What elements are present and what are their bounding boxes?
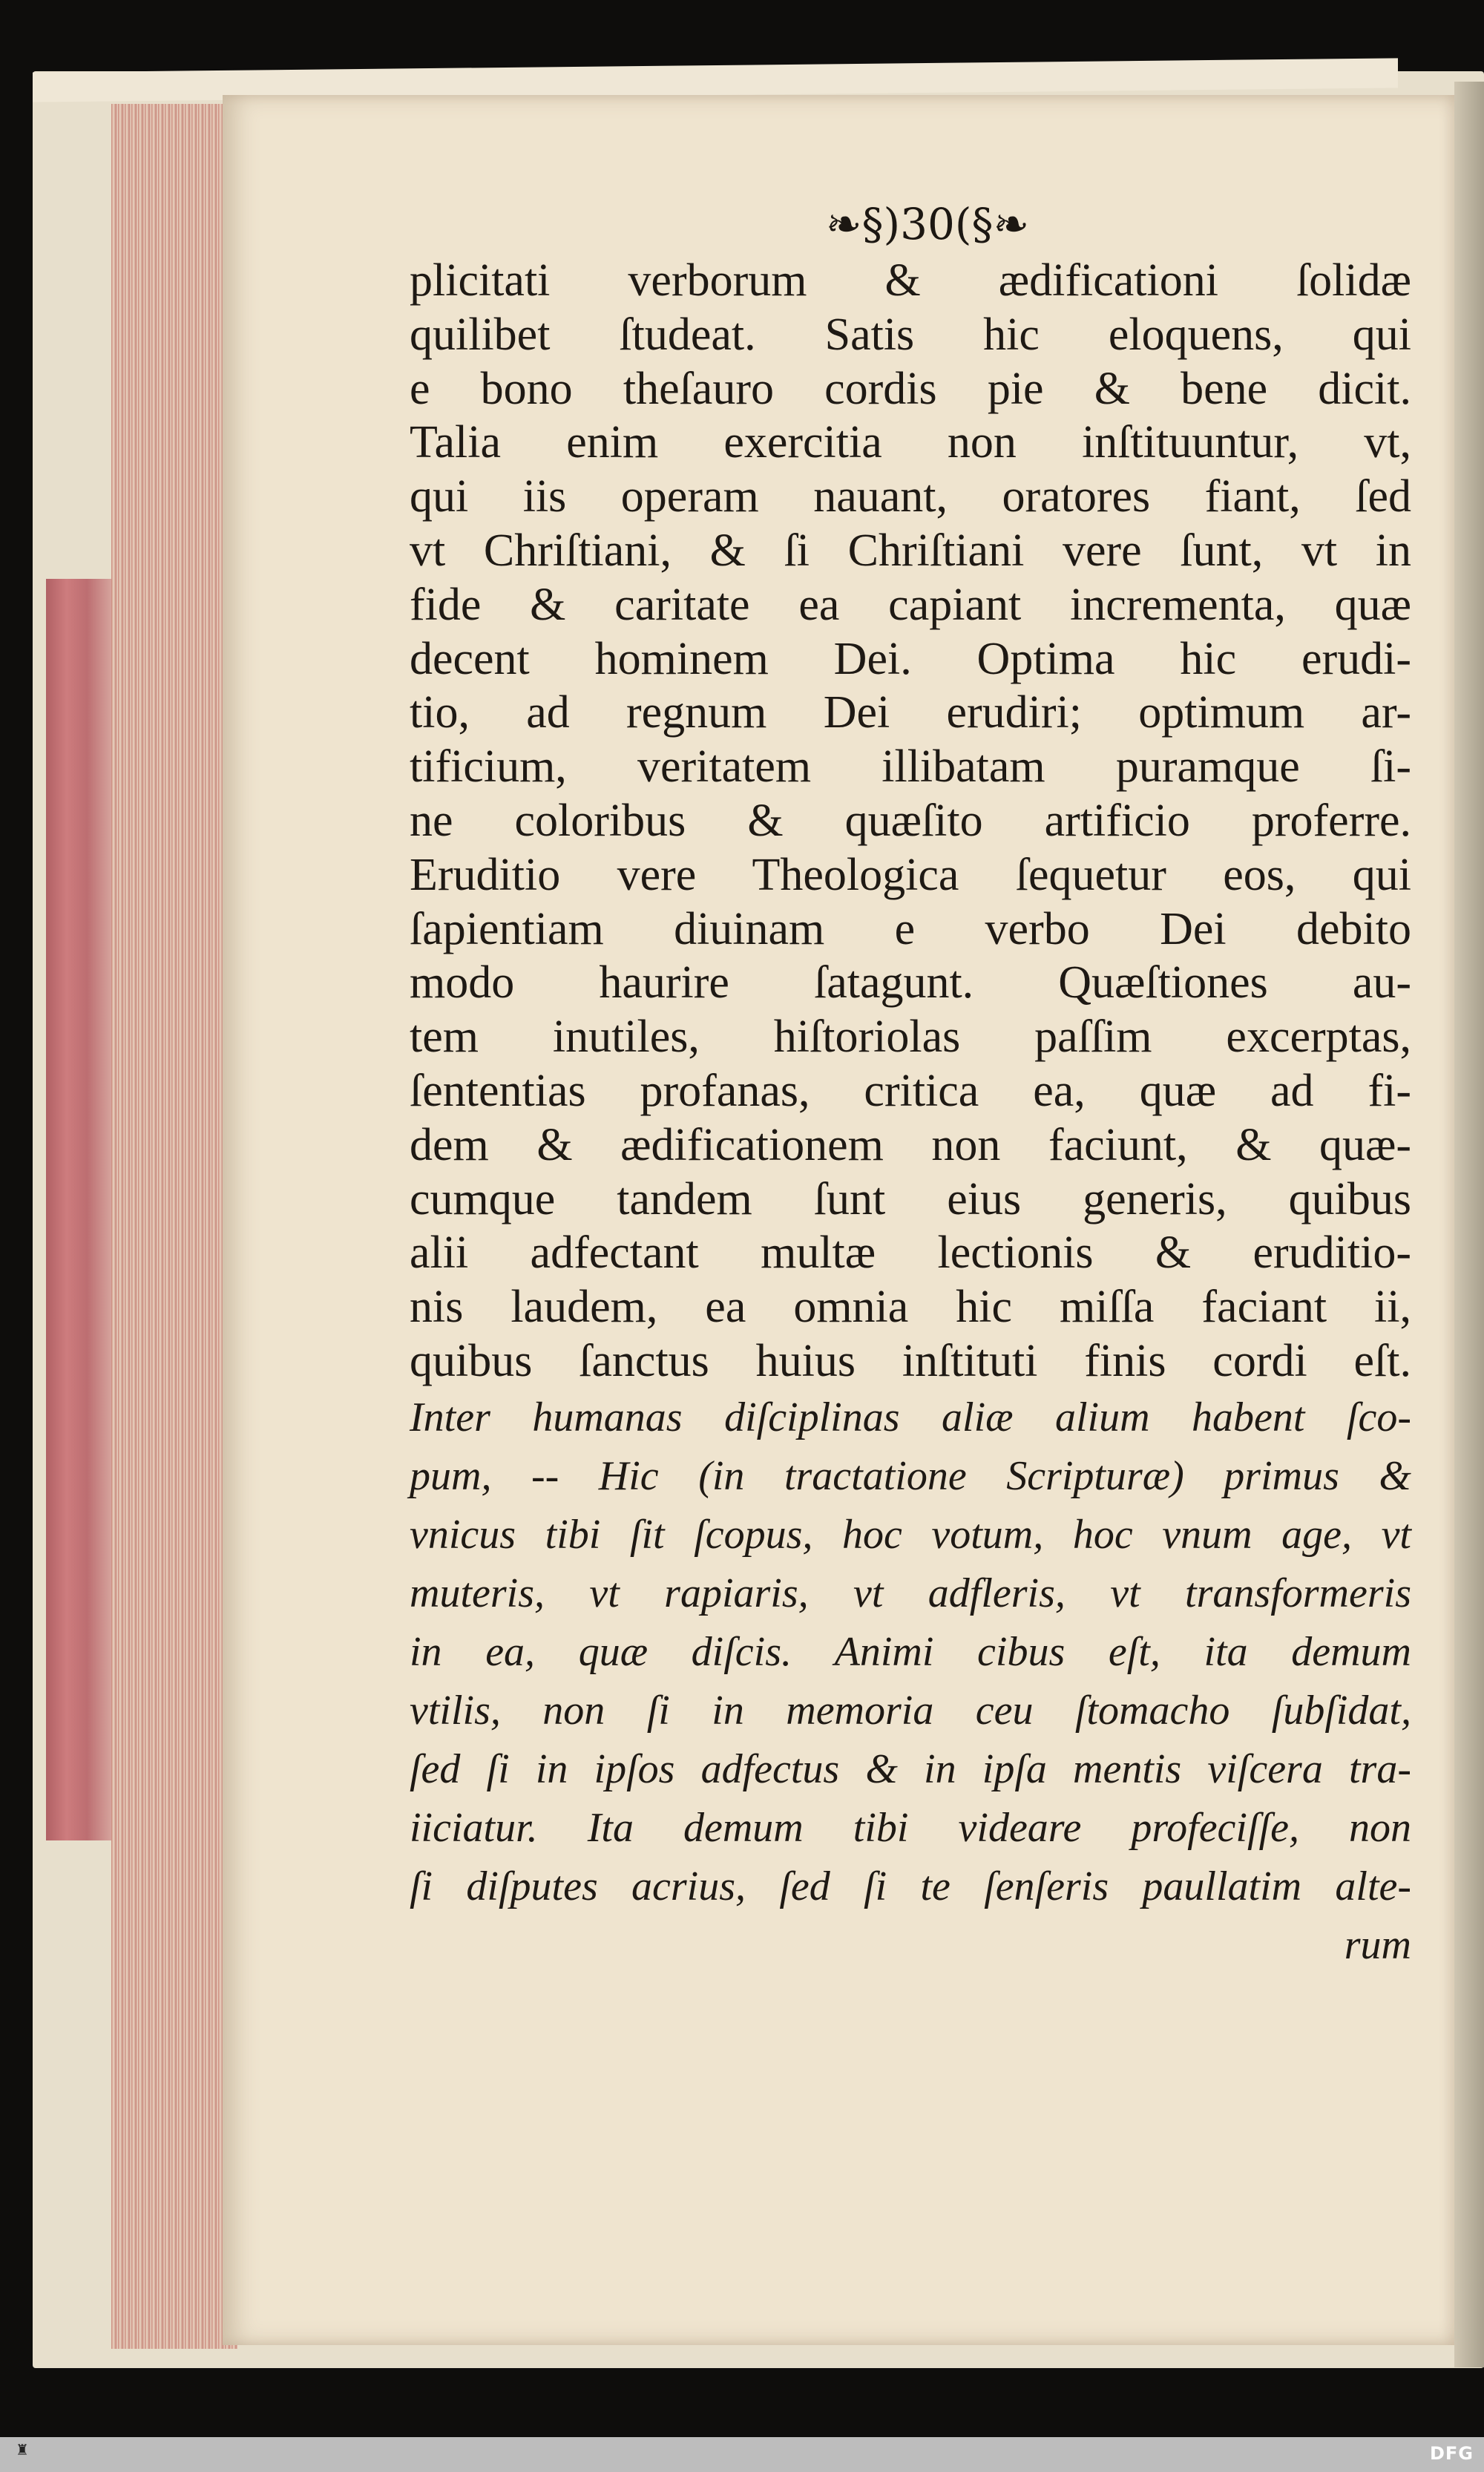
italic-line: vtilis, non ſi in memoria ceu ſtomacho ſubſidat,	[410, 1687, 1411, 1734]
text-line: tio, ad regnum Dei erudiri; optimum ar-	[410, 687, 1411, 738]
page-fore-edge	[1454, 82, 1484, 2367]
italic-line: iiciatur. Ita demum tibi videare profeciſſe, non	[410, 1804, 1411, 1851]
italic-line: pum, -- Hic (in tractatione Scripturæ) primus &	[410, 1452, 1411, 1499]
text-line: ſapientiam diuinam e verbo Dei debito	[410, 903, 1411, 954]
main-text	[410, 254, 1411, 1975]
dfg-logo: DFG	[1429, 2443, 1474, 2464]
text-line: nis laudem, ea omnia hic miſſa faciant ii,	[410, 1282, 1411, 1333]
italic-line: ſi diſputes acrius, ſed ſi te ſenſeris paullatim alte-	[410, 1863, 1411, 1909]
italic-line: in ea, quæ diſcis. Animi cibus eſt, ita demum	[410, 1628, 1411, 1675]
text-line: tem inutiles, hiſtoriolas paſſim excerptas,	[410, 1012, 1411, 1063]
text-line: vt Chriſtiani, & ſi Chriſtiani vere ſunt, vt in	[410, 525, 1411, 576]
text-line: Eruditio vere Theologica ſequetur eos, qui	[410, 849, 1411, 900]
page-header	[772, 194, 1083, 254]
text-line: quilibet ſtudeat. Satis hic eloquens, qui	[410, 309, 1411, 360]
text-line: decent hominem Dei. Optima hic erudi-	[410, 633, 1411, 684]
catchword: rum	[1344, 1921, 1411, 1968]
italic-line: muteris, vt rapiaris, vt adfleris, vt transformeris	[410, 1570, 1411, 1616]
text-line: ne coloribus & quæſito artificio proferre.	[410, 795, 1411, 846]
library-logo-icon: ♜	[16, 2441, 29, 2459]
italic-line: ſed ſi in ipſos adfectus & in ipſa mentis viſcera tra-	[410, 1745, 1411, 1792]
text-line: fide & caritate ea capiant incrementa, quæ	[410, 579, 1411, 630]
marbled-endpaper	[46, 579, 114, 1840]
page-edges	[111, 104, 237, 2349]
text-line: Talia enim exercitia non inſtituuntur, vt,	[410, 417, 1411, 468]
italic-line: Inter humanas diſciplinas aliæ alium habent ſco-	[410, 1394, 1411, 1440]
viewer-footer-bar	[0, 2437, 1484, 2472]
text-line: plicitati verborum & ædificationi ſolidæ	[410, 255, 1411, 306]
text-line: tificium, veritatem illibatam puramque ſi-	[410, 741, 1411, 793]
text-line: cumque tandem ſunt eius generis, quibus	[410, 1173, 1411, 1224]
text-line: ſententias profanas, critica ea, quæ ad fi-	[410, 1065, 1411, 1116]
text-line: qui iis operam nauant, oratores fiant, ſed	[410, 471, 1411, 522]
text-line: quibus ſanctus huius inſtituti finis cordi eſt.	[410, 1335, 1411, 1386]
text-line: alii adfectant multæ lectionis & eruditio-	[410, 1227, 1411, 1279]
page-number-ornament: ❧§)30(§❧	[825, 199, 1030, 249]
text-line: e bono theſauro cordis pie & bene dicit.	[410, 363, 1411, 414]
italic-line: vnicus tibi ſit ſcopus, hoc votum, hoc vnum age, vt	[410, 1511, 1411, 1558]
text-line: modo haurire ſatagunt. Quæſtiones au-	[410, 957, 1411, 1009]
text-line: dem & ædificationem non faciunt, & quæ-	[410, 1119, 1411, 1170]
